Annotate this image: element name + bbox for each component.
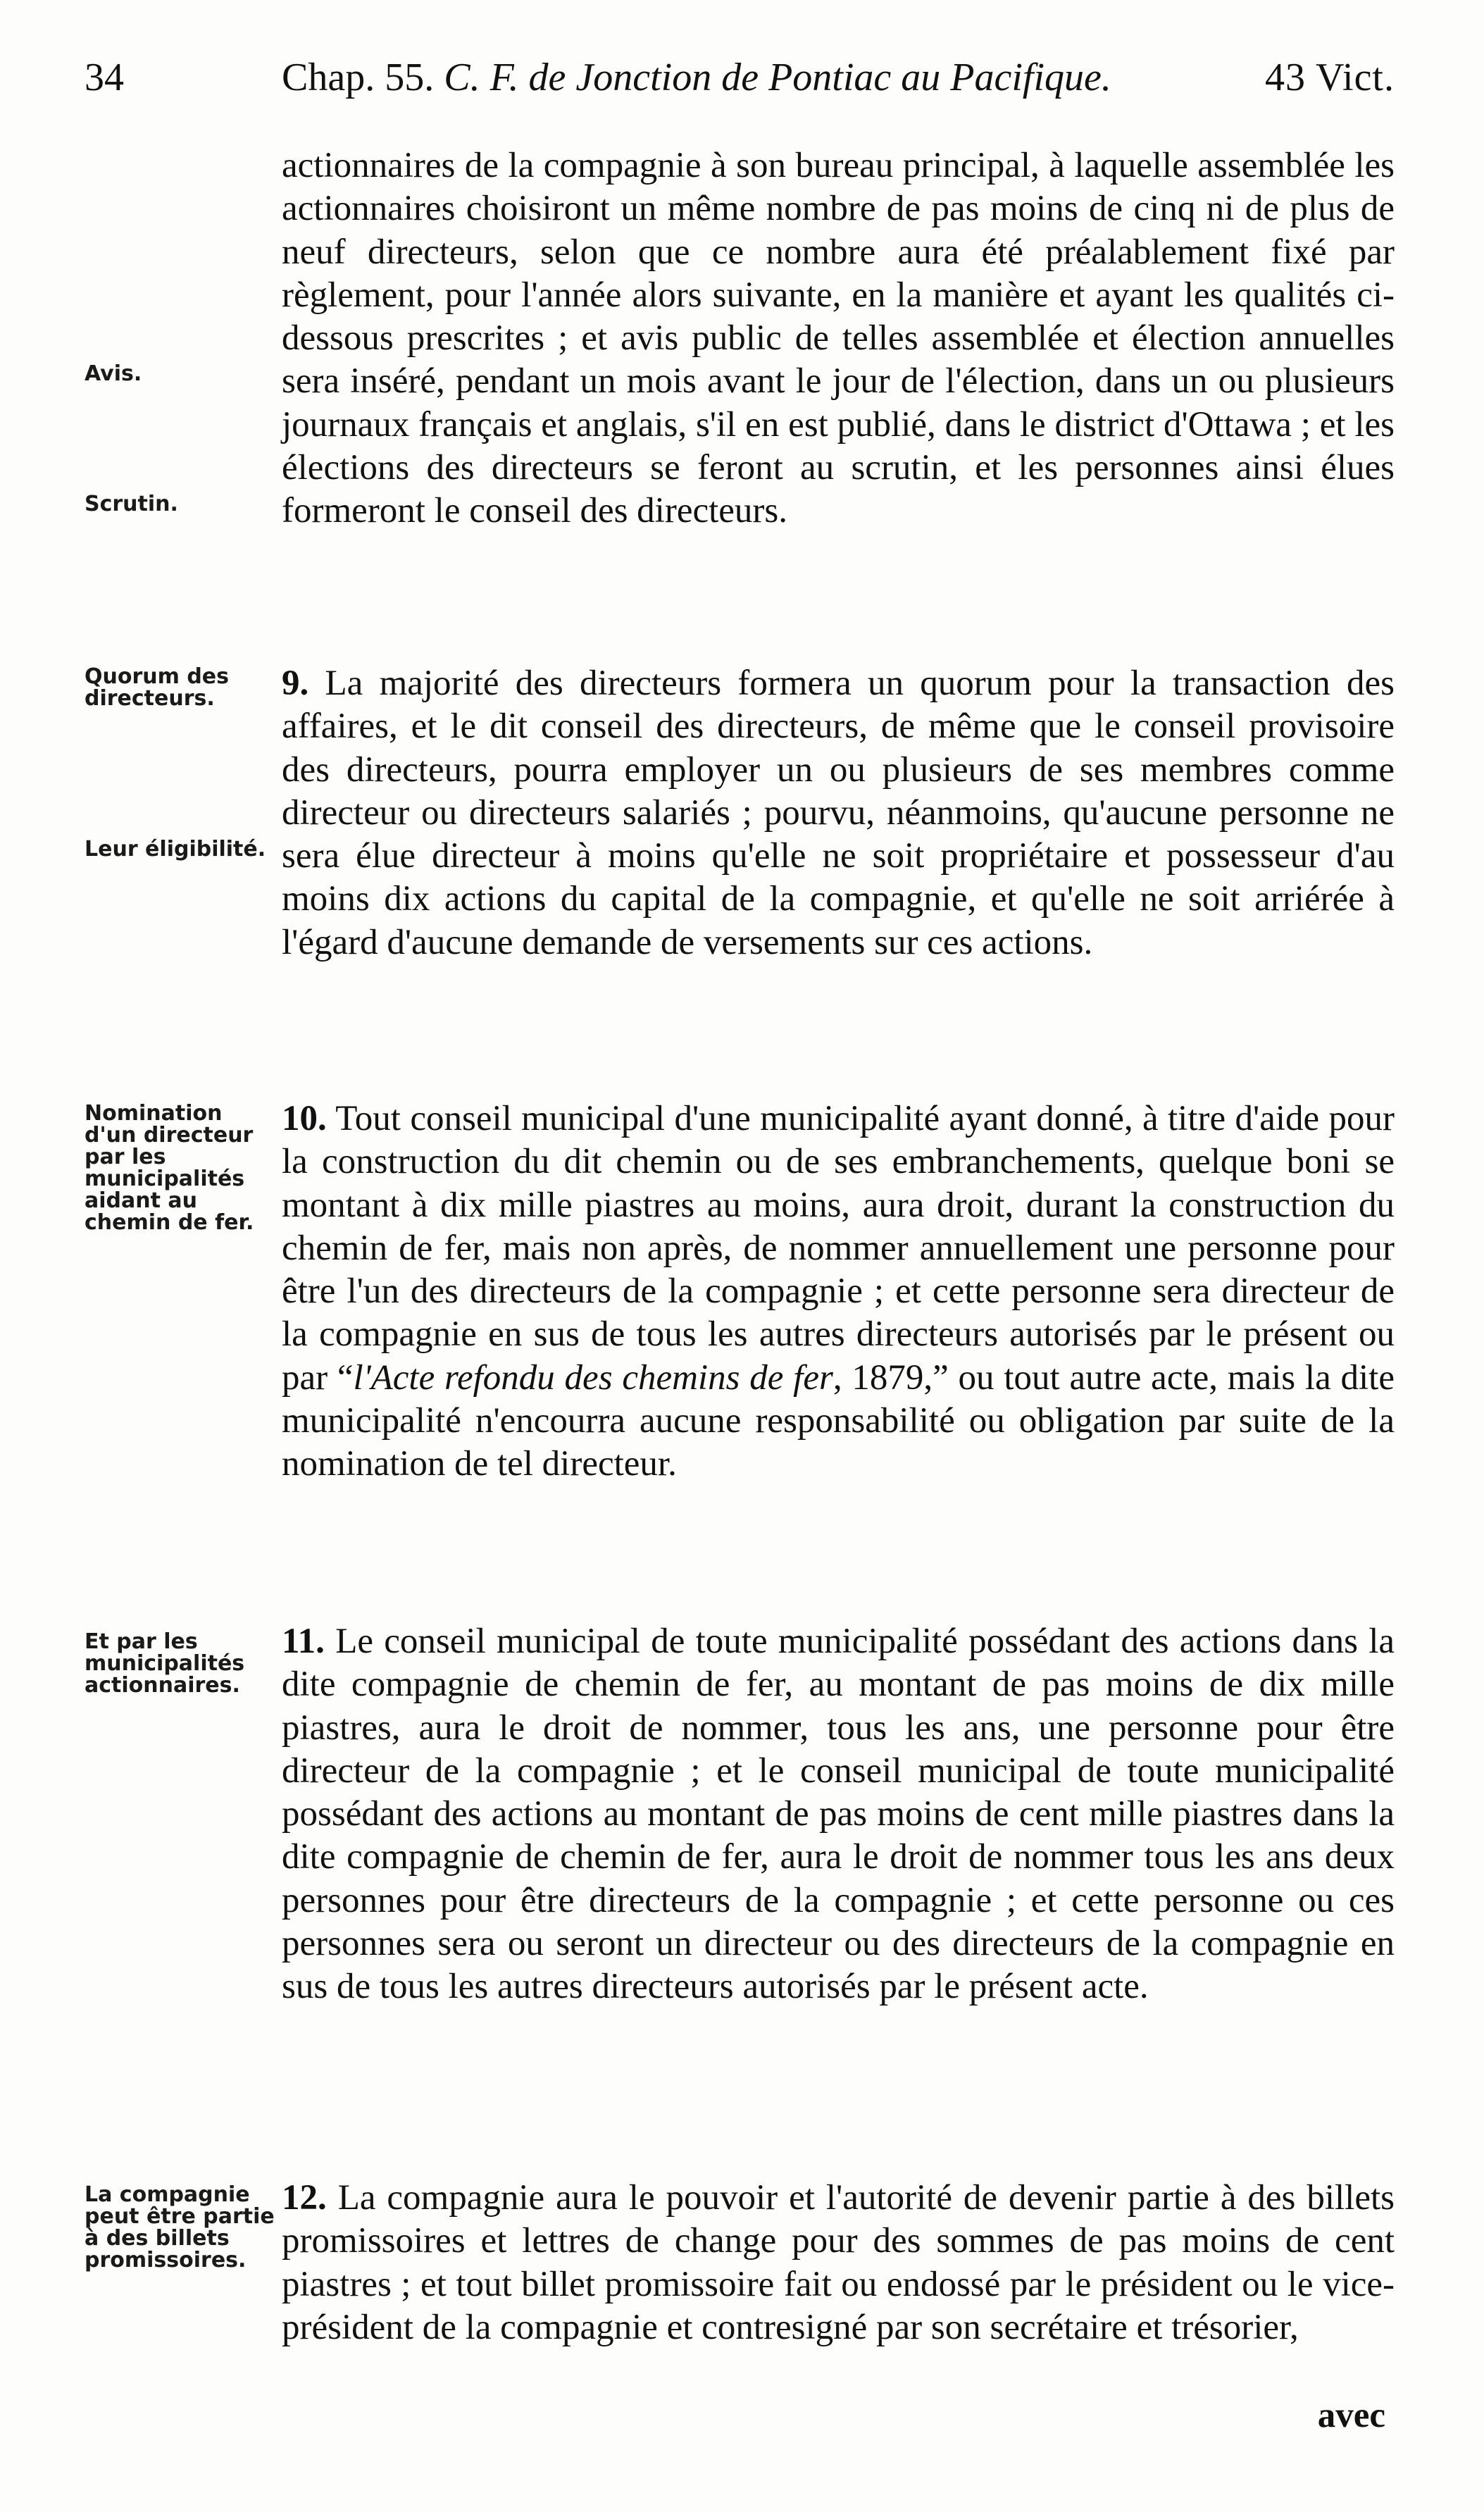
margin-note-quorum: Quorum des directeurs. [85,664,230,711]
act-title: C. F. de Jonction de Pontiac au Pacifique. [444,56,1111,99]
section-9 [282,662,1395,964]
section-10 [282,1098,1395,1486]
margin-note-eligibilite: Leur éligibilité. [85,837,266,862]
running-title [282,55,1111,100]
section-10-number: 10. [282,1099,327,1138]
section-10-text-b: , 1879,” ou tout autre acte, mais la dite municipalité n'encourra aucune responsabilité ou obligation par suite de la nomination de tel directeur. [282,1357,1395,1484]
running-header [85,55,1395,118]
section-12-number: 12. [282,2178,327,2218]
margin-note-billets: La compagnie peut être partie à des billets promissoires. [85,2182,275,2272]
margin-note-nomination: Nomination d'un directeur par les municipalités aidant au chemin de fer. [85,1101,254,1235]
section-12 [282,2177,1395,2349]
margin-note-avis: Avis. [85,361,142,386]
section-12-text: La compagnie aura le pouvoir et l'autorité de devenir partie à des billets promissoires et lettres de change pour des sommes de pas moins de cent piastres ; et tout billet promissoire fait ou endossé par le président ou le vice-président de la compagnie et contresigné par son secrétaire et trésorier, [282,2178,1395,2347]
page-number: 34 [85,56,124,99]
section-11-number: 11. [282,1622,325,1661]
section-9-number: 9. [282,664,309,703]
margin-note-actionnaires: Et par les municipalités actionnaires. [85,1629,245,1698]
section-10-act-citation: l'Acte refondu des chemins de fer [353,1357,833,1398]
section-9-text: La majorité des directeurs formera un quorum pour la transaction des affaires, et le dit conseil des directeurs, de même que le conseil provisoire des directeurs, pourra employer un ou plusieurs de ses membres comme directeur ou directeurs salariés ; pourvu, néanmoins, qu'aucune personne ne sera élue directeur à moins qu'elle ne soit propriétaire et possesseur d'au moins dix actions du capital de la compagnie, et qu'elle ne soit arriérée à l'égard d'aucune demande de versements sur ces actions. [282,664,1395,962]
section-11 [282,1620,1395,2009]
regnal-year: 43 Vict. [1264,56,1395,99]
chapter-label: Chap. 55. [282,56,444,99]
margin-note-scrutin: Scrutin. [85,492,178,516]
section-10-text-a: Tout conseil municipal d'une municipalité ayant donné, à titre d'aide pour la construction du dit chemin ou de ses embranchements, quelque boni se montant à dix mille piastres au moins, aura droit, durant la construction du chemin de fer, mais non après, de nommer annuellement une personne pour être l'un des directeurs de la compagnie ; et cette personne sera directeur de la compagnie en sus de tous les autres directeurs autorisés par le présent ou par “ [282,1099,1395,1398]
section-8-continuation: actionnaires de la compagnie à son bureau principal, à laquelle assemblée les actionnaires choisiront un même nombre de pas moins de cinq ni de plus de neuf directeurs, selon que ce nombre aura été préalablement fixé par règlement, pour l'année alors suivante, en la manière et ayant les qualités ci-dessous prescrites ; et avis public de telles assemblée et élection annuelles sera inséré, pendant un mois avant le jour de l'élection, dans un ou plusieurs journaux français et anglais, s'il en est publié, dans le district d'Ottawa ; et les élections des directeurs se feront au scrutin, et les personnes ainsi élues formeront le conseil des directeurs. [282,146,1395,531]
catchword: avec [1317,2396,1385,2435]
section-11-text: Le conseil municipal de toute municipalité possédant des actions dans la dite compagnie de chemin de fer, au montant de pas moins de dix mille piastres, aura le droit de nommer, tous les ans, une personne pour être directeur de la compagnie ; et le conseil municipal de toute municipalité possédant des actions au montant de pas moins de cent mille piastres dans la dite compagnie de chemin de fer, aura le droit de nommer tous les ans deux personnes pour être directeurs de la compagnie ; et cette personne ou ces personnes sera ou seront un directeur ou des directeurs de la compagnie en sus de tous les autres directeurs autorisés par le présent acte. [282,1622,1395,2007]
